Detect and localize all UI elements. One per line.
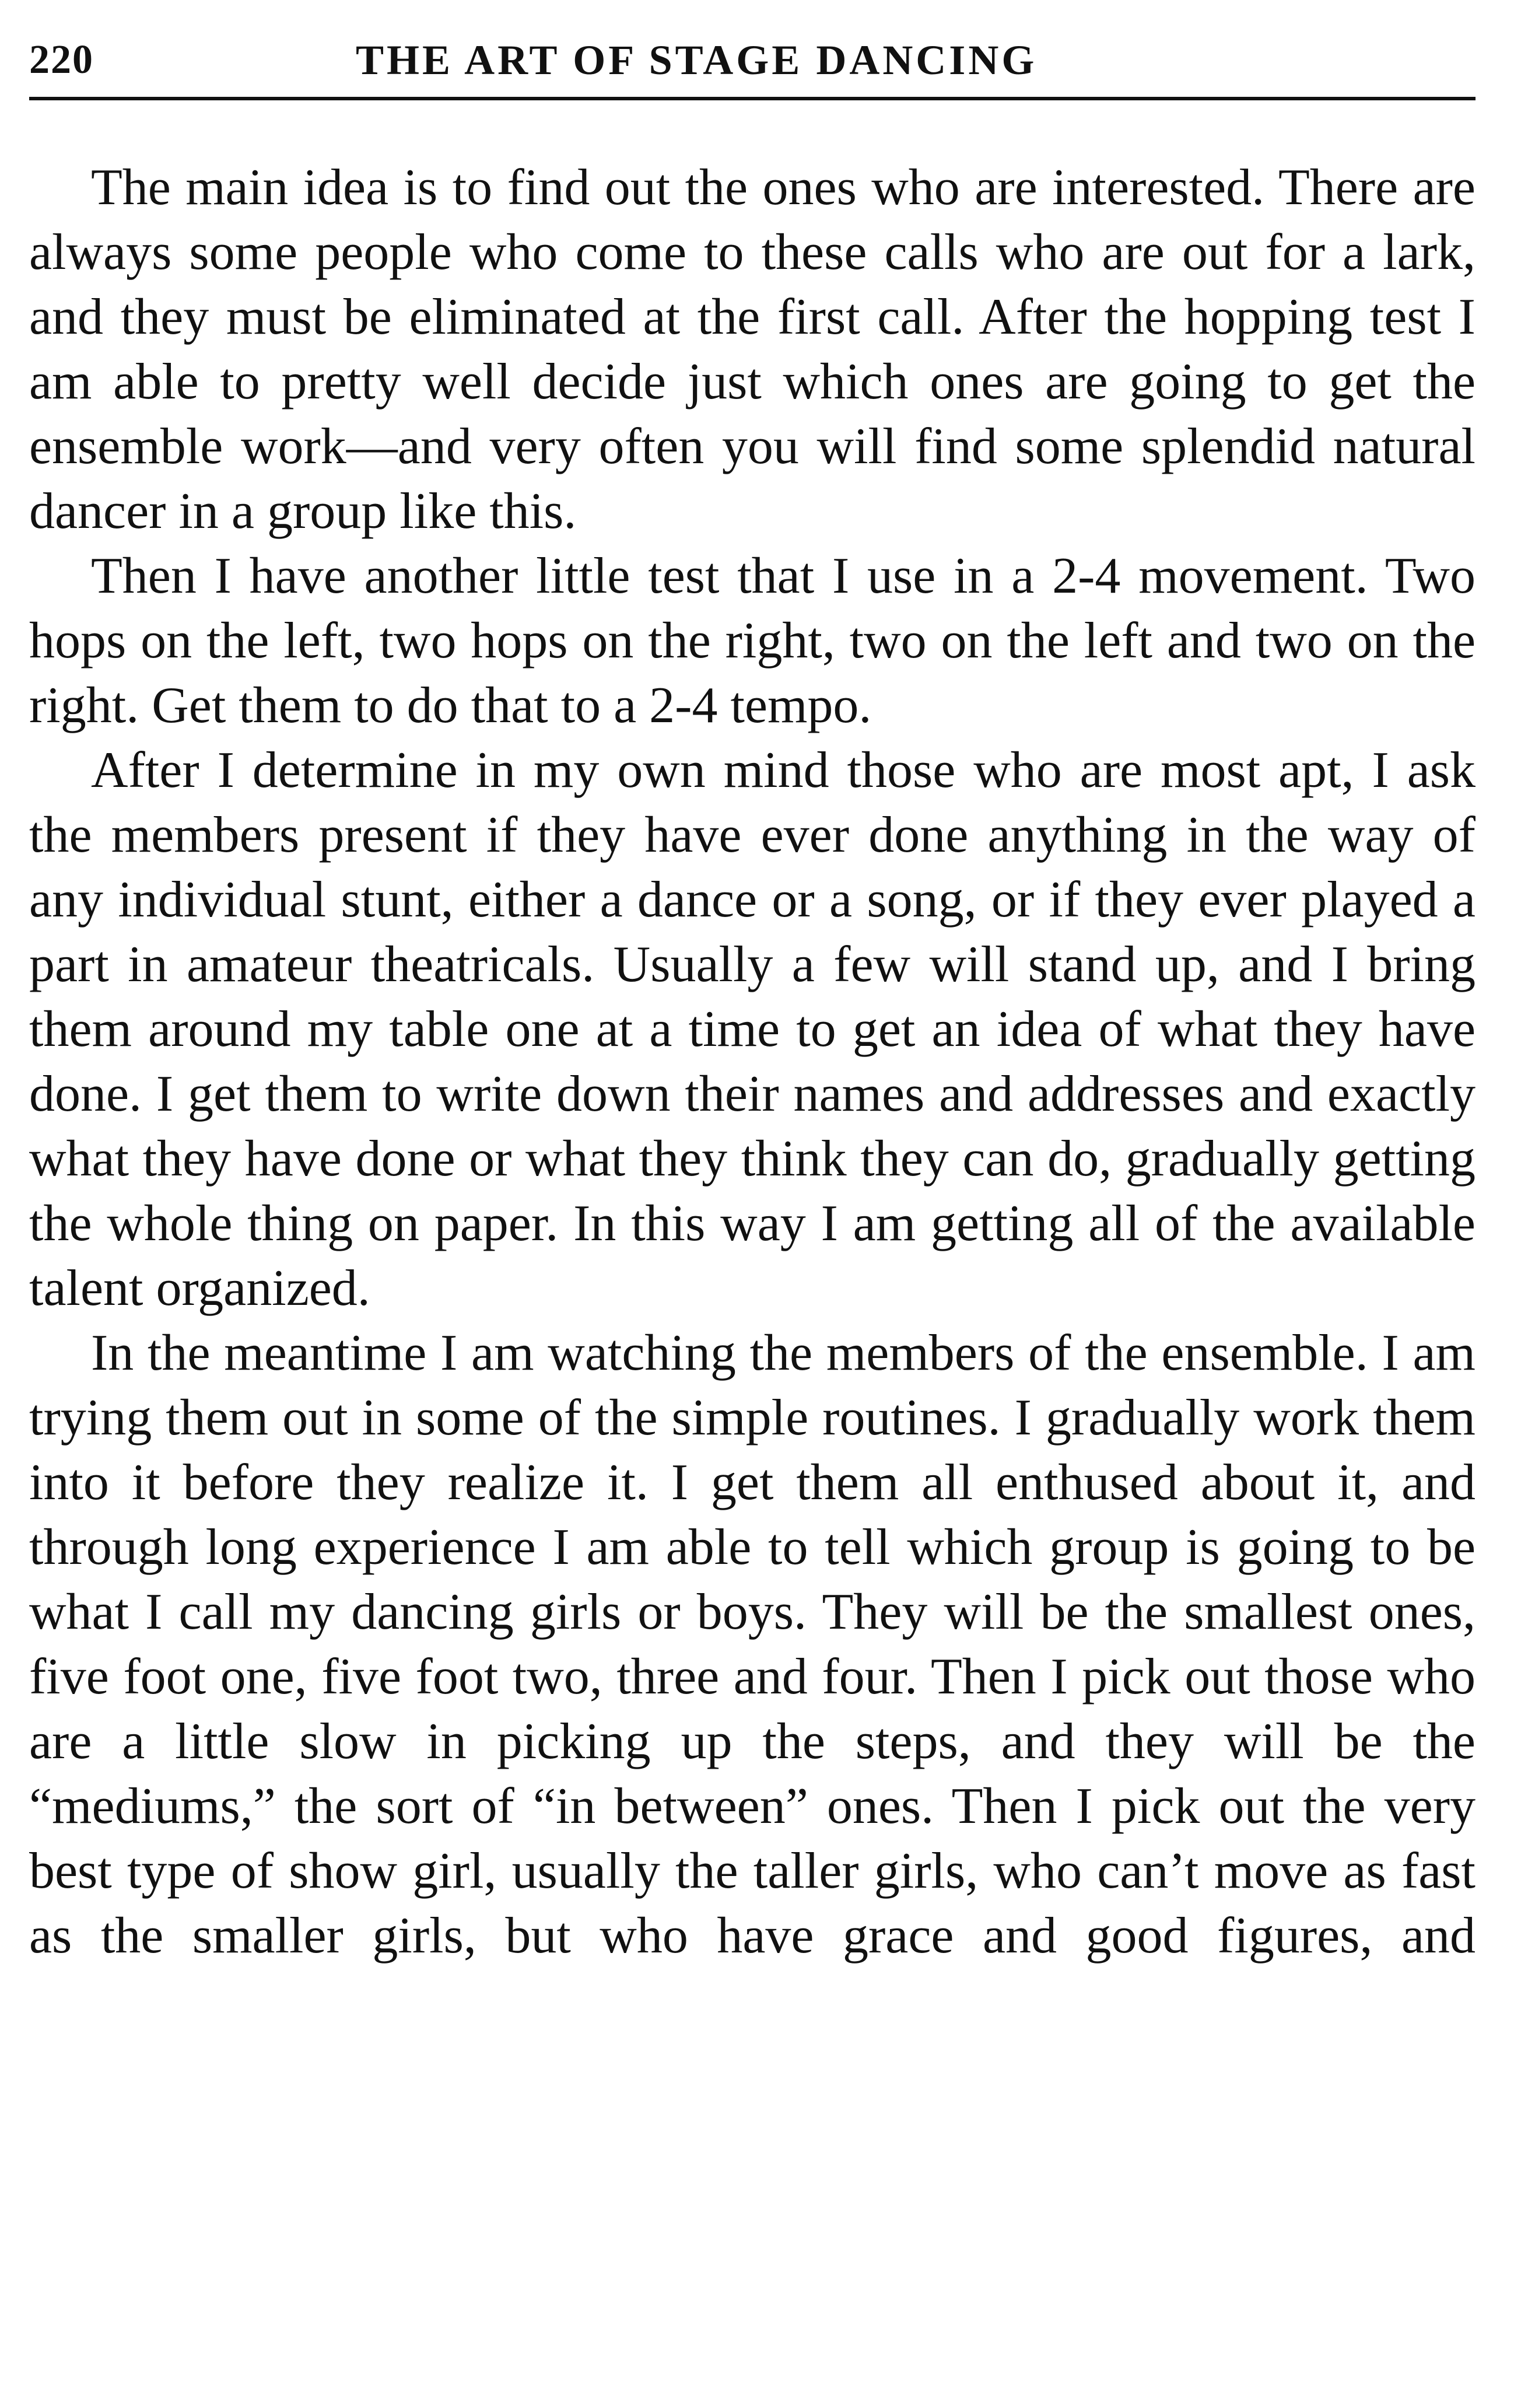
running-title: THE ART OF STAGE DANCING — [356, 37, 1038, 83]
page-number: 220 — [29, 37, 94, 82]
paragraph-2: Then I have another little test that I use in a 2-4 movement. Two hops on the left, two hops on the right, two on the left and two on the right. Get them to do that to a 2-4 tempo. — [29, 548, 1476, 734]
running-head — [29, 34, 1476, 86]
paragraph-3: After I determine in my own mind those who are most apt, I ask the members present if they have ever done anything in the way of any individual stunt, either a dance or a song, or if they ever played a part in amateur theatricals. Usually a few will stand up, and I bring them around my table one at a time to get an idea of what they have done. I get them to write down their names and addresses and exactly what they have done or what they think they can do, gradually getting the whole thing on paper. In this way I am getting all of the available talent organized. — [29, 742, 1476, 1317]
paragraph-1: The main idea is to find out the ones who are interested. There are always some people who come to these calls who are out for a lark, and they must be eliminated at the first call. After the hopping test I am able to pretty well decide just which ones are going to get the ensemble work—and very often you will find some splendid natural dancer in a group like this. — [29, 159, 1476, 540]
paragraph-4: In the meantime I am watching the members of the ensemble. I am trying them out in some of the simple routines. I gradually work them into it before they realize it. I get them all enthused about it, and through long experience I am able to tell which group is going to be what I call my dancing girls or boys. They will be the smallest ones, five foot one, five foot two, three and four. Then I pick out those who are a little slow in picking up the steps, and they will be the “mediums,” the sort of “in between” ones. Then I pick out the very best type of show girl, usually the taller girls, who can’t move as fast as the smaller girls, but who have grace and good figures, and — [29, 1325, 1476, 1964]
header-rule — [29, 97, 1476, 100]
body-text — [29, 155, 1476, 1968]
